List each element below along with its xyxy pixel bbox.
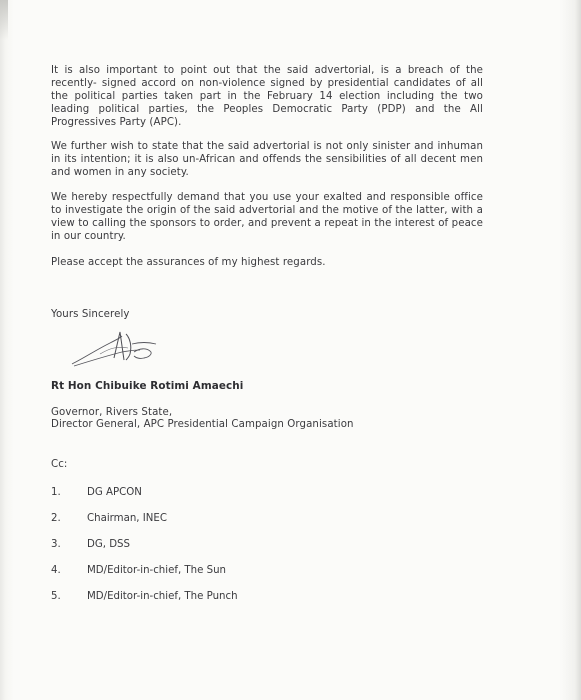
body-paragraph-3: We hereby respectfully demand that you use your exalted and responsible office to investigate the origin of the said advertorial and the motive of the latter, with a view to calling the sponsors to order, and prevent a repeat in the interest of peace in our country. (51, 192, 483, 242)
body-paragraph-1: It is also important to point out that the said advertorial, is a breach of the recently- signed accord on non-violence signed by presidential candidates of all the political parties taken part in the February 14 election including the two leading political parties, the Peoples Democratic Party (PDP) and the All Progressives Party (APC). (51, 65, 483, 128)
cc-item-number: 2. (51, 513, 61, 524)
cc-item-number: 4. (51, 565, 61, 576)
cc-item-text: DG, DSS (87, 539, 130, 550)
body-paragraph-4: Please accept the assurances of my highest regards. (51, 257, 326, 268)
signer-title-line-2: Director General, APC Presidential Campaign Organisation (51, 419, 354, 430)
cc-list-item (51, 590, 311, 604)
cc-item-text: MD/Editor-in-chief, The Sun (87, 565, 226, 576)
signer-title-line-1: Governor, Rivers State, (51, 407, 173, 418)
cc-list-item (51, 538, 311, 552)
cc-item-number: 1. (51, 487, 61, 498)
scan-shadow (0, 0, 8, 40)
cc-item-number: 3. (51, 539, 61, 550)
cc-label: Cc: (51, 459, 68, 470)
cc-list-item (51, 564, 311, 578)
cc-item-text: MD/Editor-in-chief, The Punch (87, 591, 238, 602)
closing-salutation: Yours Sincerely (51, 309, 130, 320)
body-paragraph-2: We further wish to state that the said advertorial is not only sinister and inhuman in its intention; it is also un-African and offends the sensibilities of all decent men and women in any society. (51, 141, 483, 178)
signer-name: Rt Hon Chibuike Rotimi Amaechi (51, 380, 244, 392)
cc-item-text: Chairman, INEC (87, 513, 167, 524)
handwritten-signature (70, 326, 170, 370)
cc-item-number: 5. (51, 591, 61, 602)
cc-item-text: DG APCON (87, 487, 142, 498)
cc-list-item (51, 512, 311, 526)
cc-list-item (51, 486, 311, 500)
